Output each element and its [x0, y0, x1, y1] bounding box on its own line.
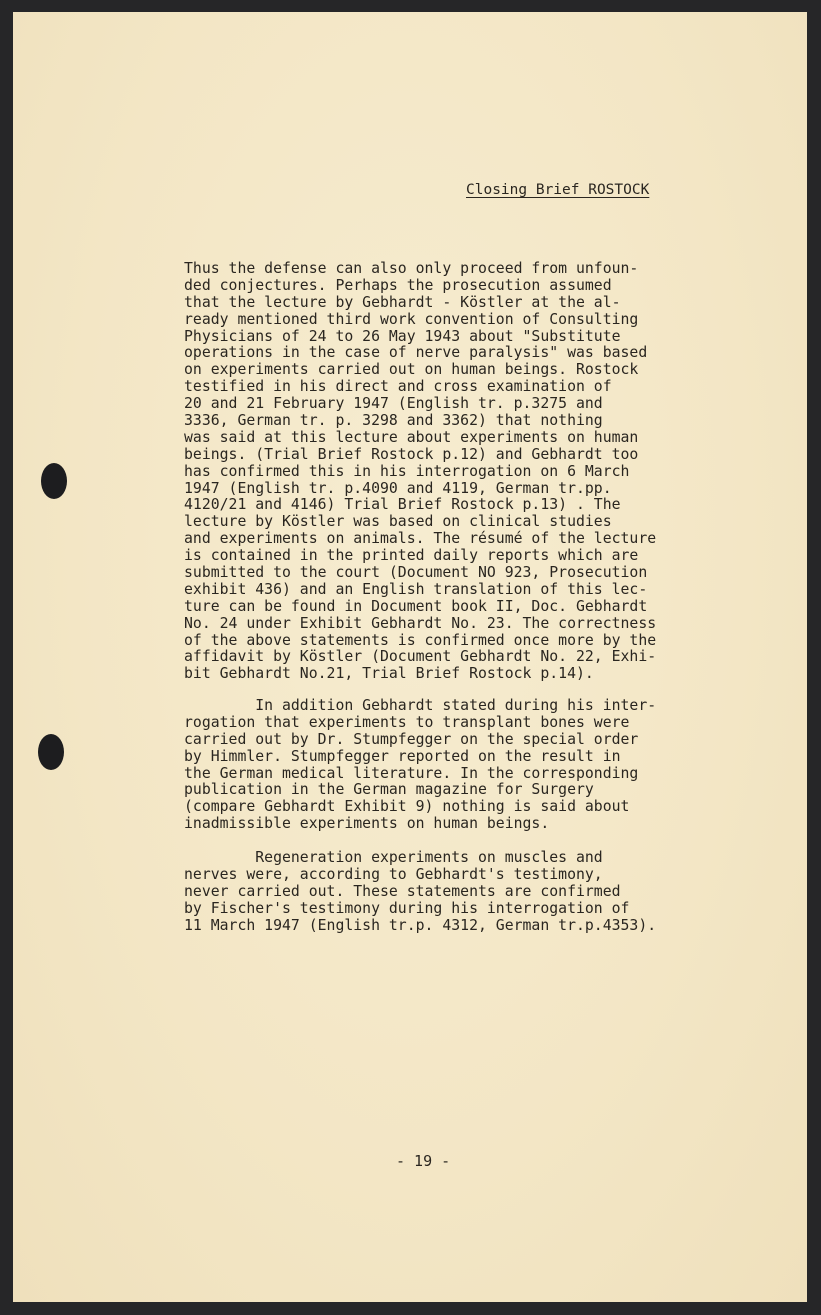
text-line: was said at this lecture about experiments on human [184, 428, 639, 446]
text-line: Thus the defense can also only proceed from unfoun- [184, 260, 639, 277]
text-line: of the above statements is confirmed once more by the [184, 631, 657, 649]
page-number: - 19 - [396, 1152, 451, 1170]
text-line: affidavit by Köstler (Document Gebhardt No. 22, Exhi- [184, 648, 657, 666]
text-line: rogation that experiments to transplant bones were [184, 713, 630, 731]
text-line: 4120/21 and 4146) Trial Brief Rostock p.13) . The [184, 496, 621, 514]
text-line: (compare Gebhardt Exhibit 9) nothing is said about [184, 798, 630, 816]
paragraph-1 [184, 261, 656, 683]
text-line: and experiments on animals. The résumé of the lecture [184, 530, 657, 548]
text-line: by Himmler. Stumpfegger reported on the result in [184, 747, 621, 765]
paragraph-2 [184, 698, 656, 833]
paragraph-3 [184, 850, 656, 934]
text-line: 20 and 21 February 1947 (English tr. p.3275 and [184, 395, 603, 413]
text-line: never carried out. These statements are confirmed [184, 882, 621, 900]
text-line: No. 24 under Exhibit Gebhardt No. 23. The correctness [184, 614, 657, 632]
text-line: In addition Gebhardt stated during his inter- [184, 697, 657, 714]
page-header: Closing Brief ROSTOCK [466, 182, 650, 198]
text-line: testified in his direct and cross examination of [184, 378, 612, 396]
text-line: lecture by Köstler was based on clinical studies [184, 513, 612, 531]
punch-hole-bottom [38, 734, 64, 770]
text-line: Regeneration experiments on muscles and [184, 849, 603, 866]
text-line: 3336, German tr. p. 3298 and 3362) that nothing [184, 412, 603, 430]
punch-hole-top [41, 463, 67, 499]
document-page [13, 12, 807, 1302]
text-line: bit Gebhardt No.21, Trial Brief Rostock p.14). [184, 665, 594, 683]
text-line: publication in the German magazine for Surgery [184, 781, 594, 799]
text-line: the German medical literature. In the corresponding [184, 764, 639, 782]
text-line: is contained in the printed daily reports which are [184, 547, 639, 565]
text-line: that the lecture by Gebhardt - Köstler at the al- [184, 293, 621, 311]
text-line: exhibit 436) and an English translation of this lec- [184, 580, 648, 598]
text-line: Physicians of 24 to 26 May 1943 about "Substitute [184, 327, 621, 345]
text-line: inadmissible experiments on human beings. [184, 815, 550, 833]
text-line: beings. (Trial Brief Rostock p.12) and Gebhardt too [184, 445, 639, 463]
text-line: ded conjectures. Perhaps the prosecution assumed [184, 276, 612, 294]
text-line: 11 March 1947 (English tr.p. 4312, German tr.p.4353). [184, 916, 657, 934]
text-line: on experiments carried out on human beings. Rostock [184, 361, 639, 379]
text-line: ture can be found in Document book II, Doc. Gebhardt [184, 597, 648, 615]
text-line: submitted to the court (Document NO 923, Prosecution [184, 564, 648, 582]
text-line: carried out by Dr. Stumpfegger on the special order [184, 730, 639, 748]
text-line: ready mentioned third work convention of Consulting [184, 310, 639, 328]
text-line: operations in the case of nerve paralysis" was based [184, 344, 648, 362]
text-line: 1947 (English tr. p.4090 and 4119, German tr.pp. [184, 479, 612, 497]
text-line: has confirmed this in his interrogation on 6 March [184, 462, 630, 480]
text-line: nerves were, according to Gebhardt's testimony, [184, 865, 603, 883]
text-line: by Fischer's testimony during his interrogation of [184, 899, 630, 917]
